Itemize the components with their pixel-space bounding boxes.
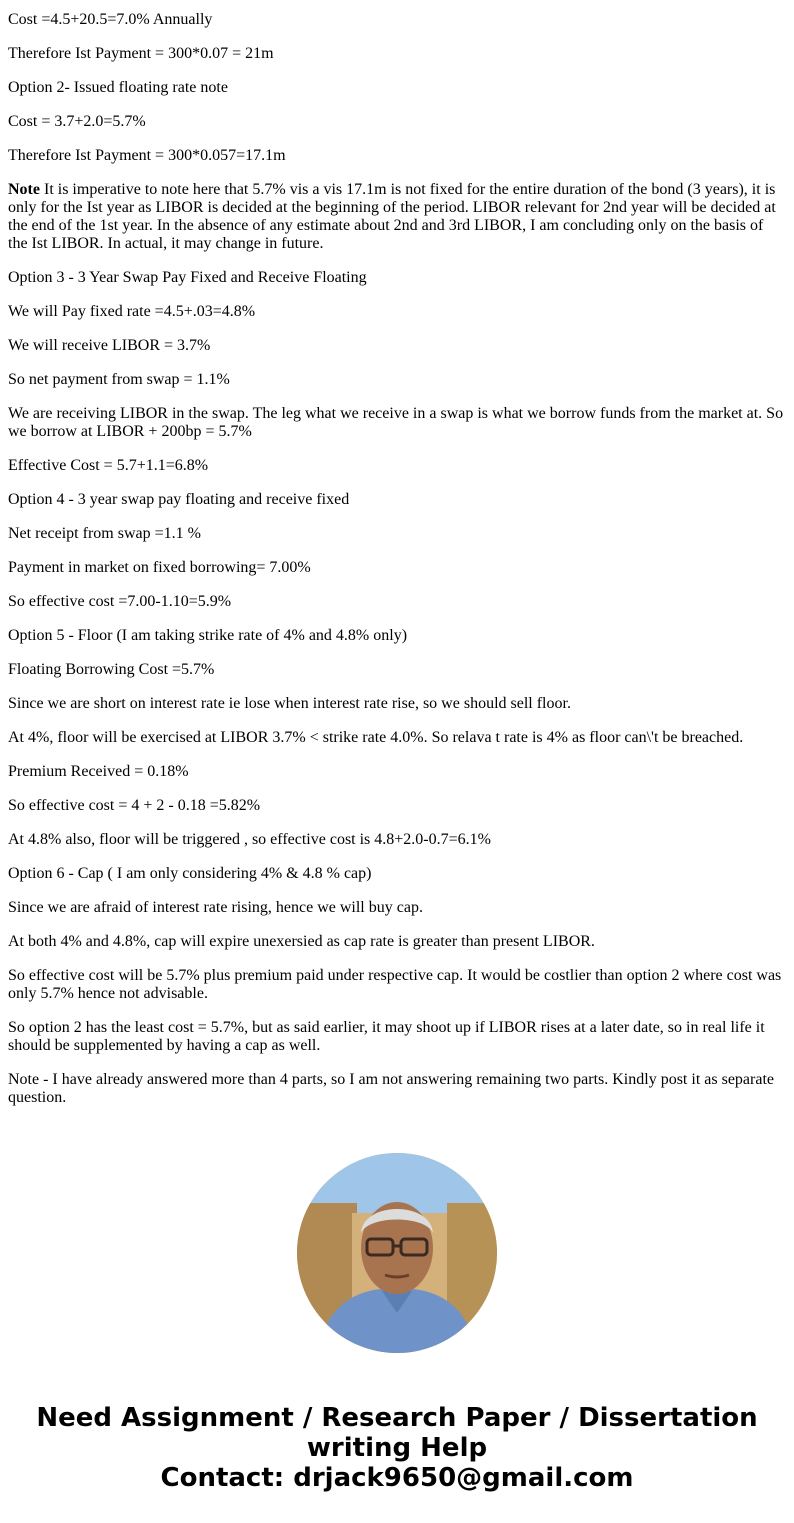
paragraph: Therefore Ist Payment = 300*0.07 = 21m — [8, 45, 274, 62]
paragraph: Payment in market on fixed borrowing= 7.00% — [8, 559, 311, 576]
paragraph: Therefore Ist Payment = 300*0.057=17.1m — [8, 147, 286, 164]
promo-banner — [0, 1403, 794, 1493]
paragraph: Note - I have already answered more than 4 parts, so I am not answering remaining two parts. Kindly post it as separate question. — [8, 1071, 774, 1106]
answer-content — [8, 11, 786, 1123]
author-portrait-image — [297, 1153, 497, 1353]
paragraph: Cost = 3.7+2.0=5.7% — [8, 113, 146, 130]
paragraph: Option 5 - Floor (I am taking strike rate of 4% and 4.8% only) — [8, 627, 408, 644]
paragraph: So effective cost = 4 + 2 - 0.18 =5.82% — [8, 797, 261, 814]
paragraph: Since we are afraid of interest rate rising, hence we will buy cap. — [8, 899, 423, 916]
paragraph: At both 4% and 4.8%, cap will expire unexersied as cap rate is greater than present LIBOR. — [8, 933, 595, 950]
contact-line: Contact: drjack9650@gmail.com — [160, 1463, 634, 1493]
paragraph: Option 4 - 3 year swap pay floating and receive fixed — [8, 491, 350, 508]
promo-line: Need Assignment / Research Paper / Dissertation — [36, 1403, 758, 1433]
paragraph: Floating Borrowing Cost =5.7% — [8, 661, 215, 678]
paragraph: We will receive LIBOR = 3.7% — [8, 337, 211, 354]
paragraph: Net receipt from swap =1.1 % — [8, 525, 201, 542]
paragraph: Effective Cost = 5.7+1.1=6.8% — [8, 457, 209, 474]
note-paragraph — [8, 181, 786, 253]
paragraph: So effective cost will be 5.7% plus premium paid under respective cap. It would be costlier than option 2 where cost was only 5.7% hence not advisable. — [8, 967, 782, 1002]
paragraph: Cost =4.5+20.5=7.0% Annually — [8, 11, 213, 28]
author-avatar — [297, 1153, 497, 1353]
note-text: It is imperative to note here that 5.7% vis a vis 17.1m is not fixed for the entire duration of the bond (3 years), it is only for the Ist year as LIBOR is decided at the beginning of the period. LIBOR relevant for 2nd year will be decided at the end of the 1st year. In the absence of any estimate about 2nd and 3rd LIBOR, I am concluding only on the basis of the Ist LIBOR. In actual, it may change in future. — [8, 181, 776, 252]
paragraph: Option 6 - Cap ( I am only considering 4% & 4.8 % cap) — [8, 865, 372, 882]
paragraph: We will Pay fixed rate =4.5+.03=4.8% — [8, 303, 256, 320]
note-label: Note — [8, 181, 40, 198]
paragraph: So effective cost =7.00-1.10=5.9% — [8, 593, 232, 610]
promo-line: writing Help — [306, 1433, 488, 1463]
paragraph: So option 2 has the least cost = 5.7%, but as said earlier, it may shoot up if LIBOR rises at a later date, so in real life it should be supplemented by having a cap as well. — [8, 1019, 765, 1054]
paragraph: So net payment from swap = 1.1% — [8, 371, 230, 388]
paragraph: At 4%, floor will be exercised at LIBOR 3.7% < strike rate 4.0%. So relava t rate is 4% as floor can\'t be breached. — [8, 729, 744, 746]
paragraph: We are receiving LIBOR in the swap. The leg what we receive in a swap is what we borrow funds from the market at. So we borrow at LIBOR + 200bp = 5.7% — [8, 405, 784, 440]
paragraph: Since we are short on interest rate ie lose when interest rate rise, so we should sell floor. — [8, 695, 571, 712]
paragraph: Premium Received = 0.18% — [8, 763, 189, 780]
paragraph: Option 2- Issued floating rate note — [8, 79, 228, 96]
paragraph: Option 3 - 3 Year Swap Pay Fixed and Receive Floating — [8, 269, 367, 286]
paragraph: At 4.8% also, floor will be triggered , so effective cost is 4.8+2.0-0.7=6.1% — [8, 831, 491, 848]
